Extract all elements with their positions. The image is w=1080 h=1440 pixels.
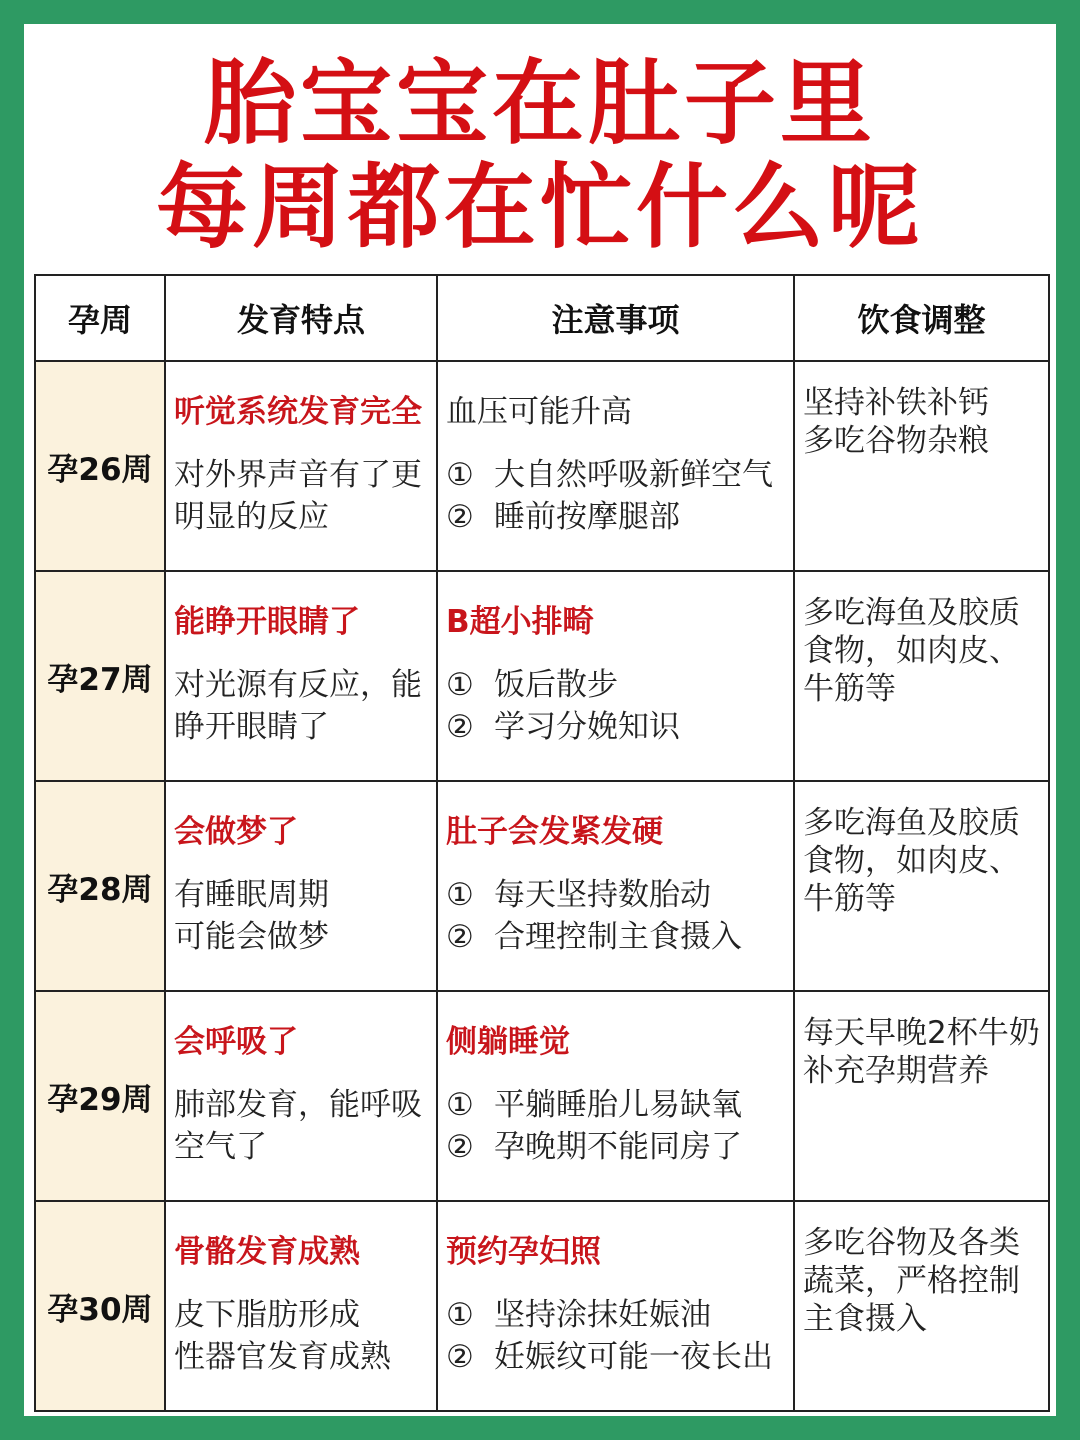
header-week: 孕周	[35, 275, 165, 361]
item-number: ①	[446, 877, 474, 913]
development-cell	[165, 361, 437, 571]
list-item	[446, 1126, 785, 1168]
week-cell: 孕27周	[35, 571, 165, 781]
notes-title: 血压可能升高	[446, 394, 632, 430]
development-cell	[165, 571, 437, 781]
item-text: 平躺睡胎儿易缺氧	[494, 1087, 742, 1123]
development-cell	[165, 991, 437, 1201]
diet-line: 食物，如肉皮、	[803, 843, 1020, 879]
diet-line: 每天早晚2杯牛奶	[803, 1015, 1040, 1051]
table-row	[35, 1201, 1049, 1411]
notes-title: 预约孕妇照	[446, 1234, 601, 1270]
diet-line: 多吃谷物及各类	[803, 1225, 1020, 1261]
week-cell: 孕30周	[35, 1201, 165, 1411]
item-text: 孕晚期不能同房了	[494, 1129, 742, 1165]
notes-cell	[437, 1201, 794, 1411]
list-item	[446, 454, 785, 496]
item-text: 合理控制主食摄入	[494, 919, 742, 955]
diet-line: 蔬菜，严格控制	[803, 1263, 1020, 1299]
diet-line: 多吃海鱼及胶质	[803, 595, 1020, 631]
item-number: ①	[446, 667, 474, 703]
item-text: 睡前按摩腿部	[494, 499, 680, 535]
development-title: 骨骼发育成熟	[174, 1234, 360, 1270]
item-number: ①	[446, 1087, 474, 1123]
development-text: 有睡眠周期 可能会做梦	[174, 877, 329, 955]
item-number: ②	[446, 499, 474, 535]
notes-title: B超小排畸	[446, 604, 594, 640]
list-item	[446, 1294, 785, 1336]
item-text: 妊娠纹可能一夜长出	[494, 1339, 773, 1375]
development-cell	[165, 1201, 437, 1411]
development-title: 会呼吸了	[174, 1024, 298, 1060]
list-item	[446, 1084, 785, 1126]
list-item	[446, 496, 785, 538]
diet-line: 食物，如肉皮、	[803, 633, 1020, 669]
notes-title: 肚子会发紧发硬	[446, 814, 663, 850]
notes-cell	[437, 781, 794, 991]
development-title: 能睁开眼睛了	[174, 604, 360, 640]
item-number: ①	[446, 1297, 474, 1333]
diet-cell	[794, 361, 1049, 571]
notes-cell	[437, 991, 794, 1201]
notes-cell	[437, 571, 794, 781]
diet-line: 牛筋等	[803, 671, 896, 707]
header-notes: 注意事项	[437, 275, 794, 361]
list-item	[446, 874, 785, 916]
header-diet: 饮食调整	[794, 275, 1049, 361]
item-text: 学习分娩知识	[494, 709, 680, 745]
table-row	[35, 571, 1049, 781]
diet-line: 补充孕期营养	[803, 1053, 989, 1089]
list-item	[446, 916, 785, 958]
diet-cell	[794, 1201, 1049, 1411]
table-row	[35, 361, 1049, 571]
item-text: 饭后散步	[494, 667, 618, 703]
diet-line: 多吃谷物杂粮	[803, 423, 989, 459]
item-number: ②	[446, 709, 474, 745]
list-item	[446, 706, 785, 748]
item-number: ②	[446, 1339, 474, 1375]
list-item	[446, 1336, 785, 1378]
list-item	[446, 664, 785, 706]
header-development: 发育特点	[165, 275, 437, 361]
development-title: 听觉系统发育完全	[174, 394, 422, 430]
diet-line: 主食摄入	[803, 1301, 927, 1337]
diet-cell	[794, 571, 1049, 781]
notes-title: 侧躺睡觉	[446, 1024, 570, 1060]
item-text: 大自然呼吸新鲜空气	[494, 457, 773, 493]
content-card	[24, 24, 1056, 1416]
table-row	[35, 781, 1049, 991]
week-cell: 孕29周	[35, 991, 165, 1201]
development-text: 对外界声音有了更明显的反应	[174, 457, 422, 535]
development-text: 对光源有反应，能睁开眼睛了	[174, 667, 422, 745]
notes-cell	[437, 361, 794, 571]
diet-cell	[794, 781, 1049, 991]
page-title-line2: 每周都在忙什么呢	[155, 154, 924, 261]
item-number: ①	[446, 457, 474, 493]
development-title: 会做梦了	[174, 814, 298, 850]
table-header-row	[35, 275, 1049, 361]
week-cell: 孕28周	[35, 781, 165, 991]
pregnancy-week-table	[34, 274, 1050, 1412]
diet-line: 牛筋等	[803, 881, 896, 917]
item-text: 每天坚持数胎动	[494, 877, 711, 913]
development-text: 皮下脂肪形成 性器官发育成熟	[174, 1297, 391, 1375]
development-cell	[165, 781, 437, 991]
diet-line: 多吃海鱼及胶质	[803, 805, 1020, 841]
item-text: 坚持涂抹妊娠油	[494, 1297, 711, 1333]
table-row	[35, 991, 1049, 1201]
diet-line: 坚持补铁补钙	[803, 385, 989, 421]
development-text: 肺部发育，能呼吸空气了	[174, 1087, 422, 1165]
page-title-line1: 胎宝宝在肚子里	[203, 50, 876, 157]
week-cell: 孕26周	[35, 361, 165, 571]
diet-cell	[794, 991, 1049, 1201]
item-number: ②	[446, 1129, 474, 1165]
item-number: ②	[446, 919, 474, 955]
